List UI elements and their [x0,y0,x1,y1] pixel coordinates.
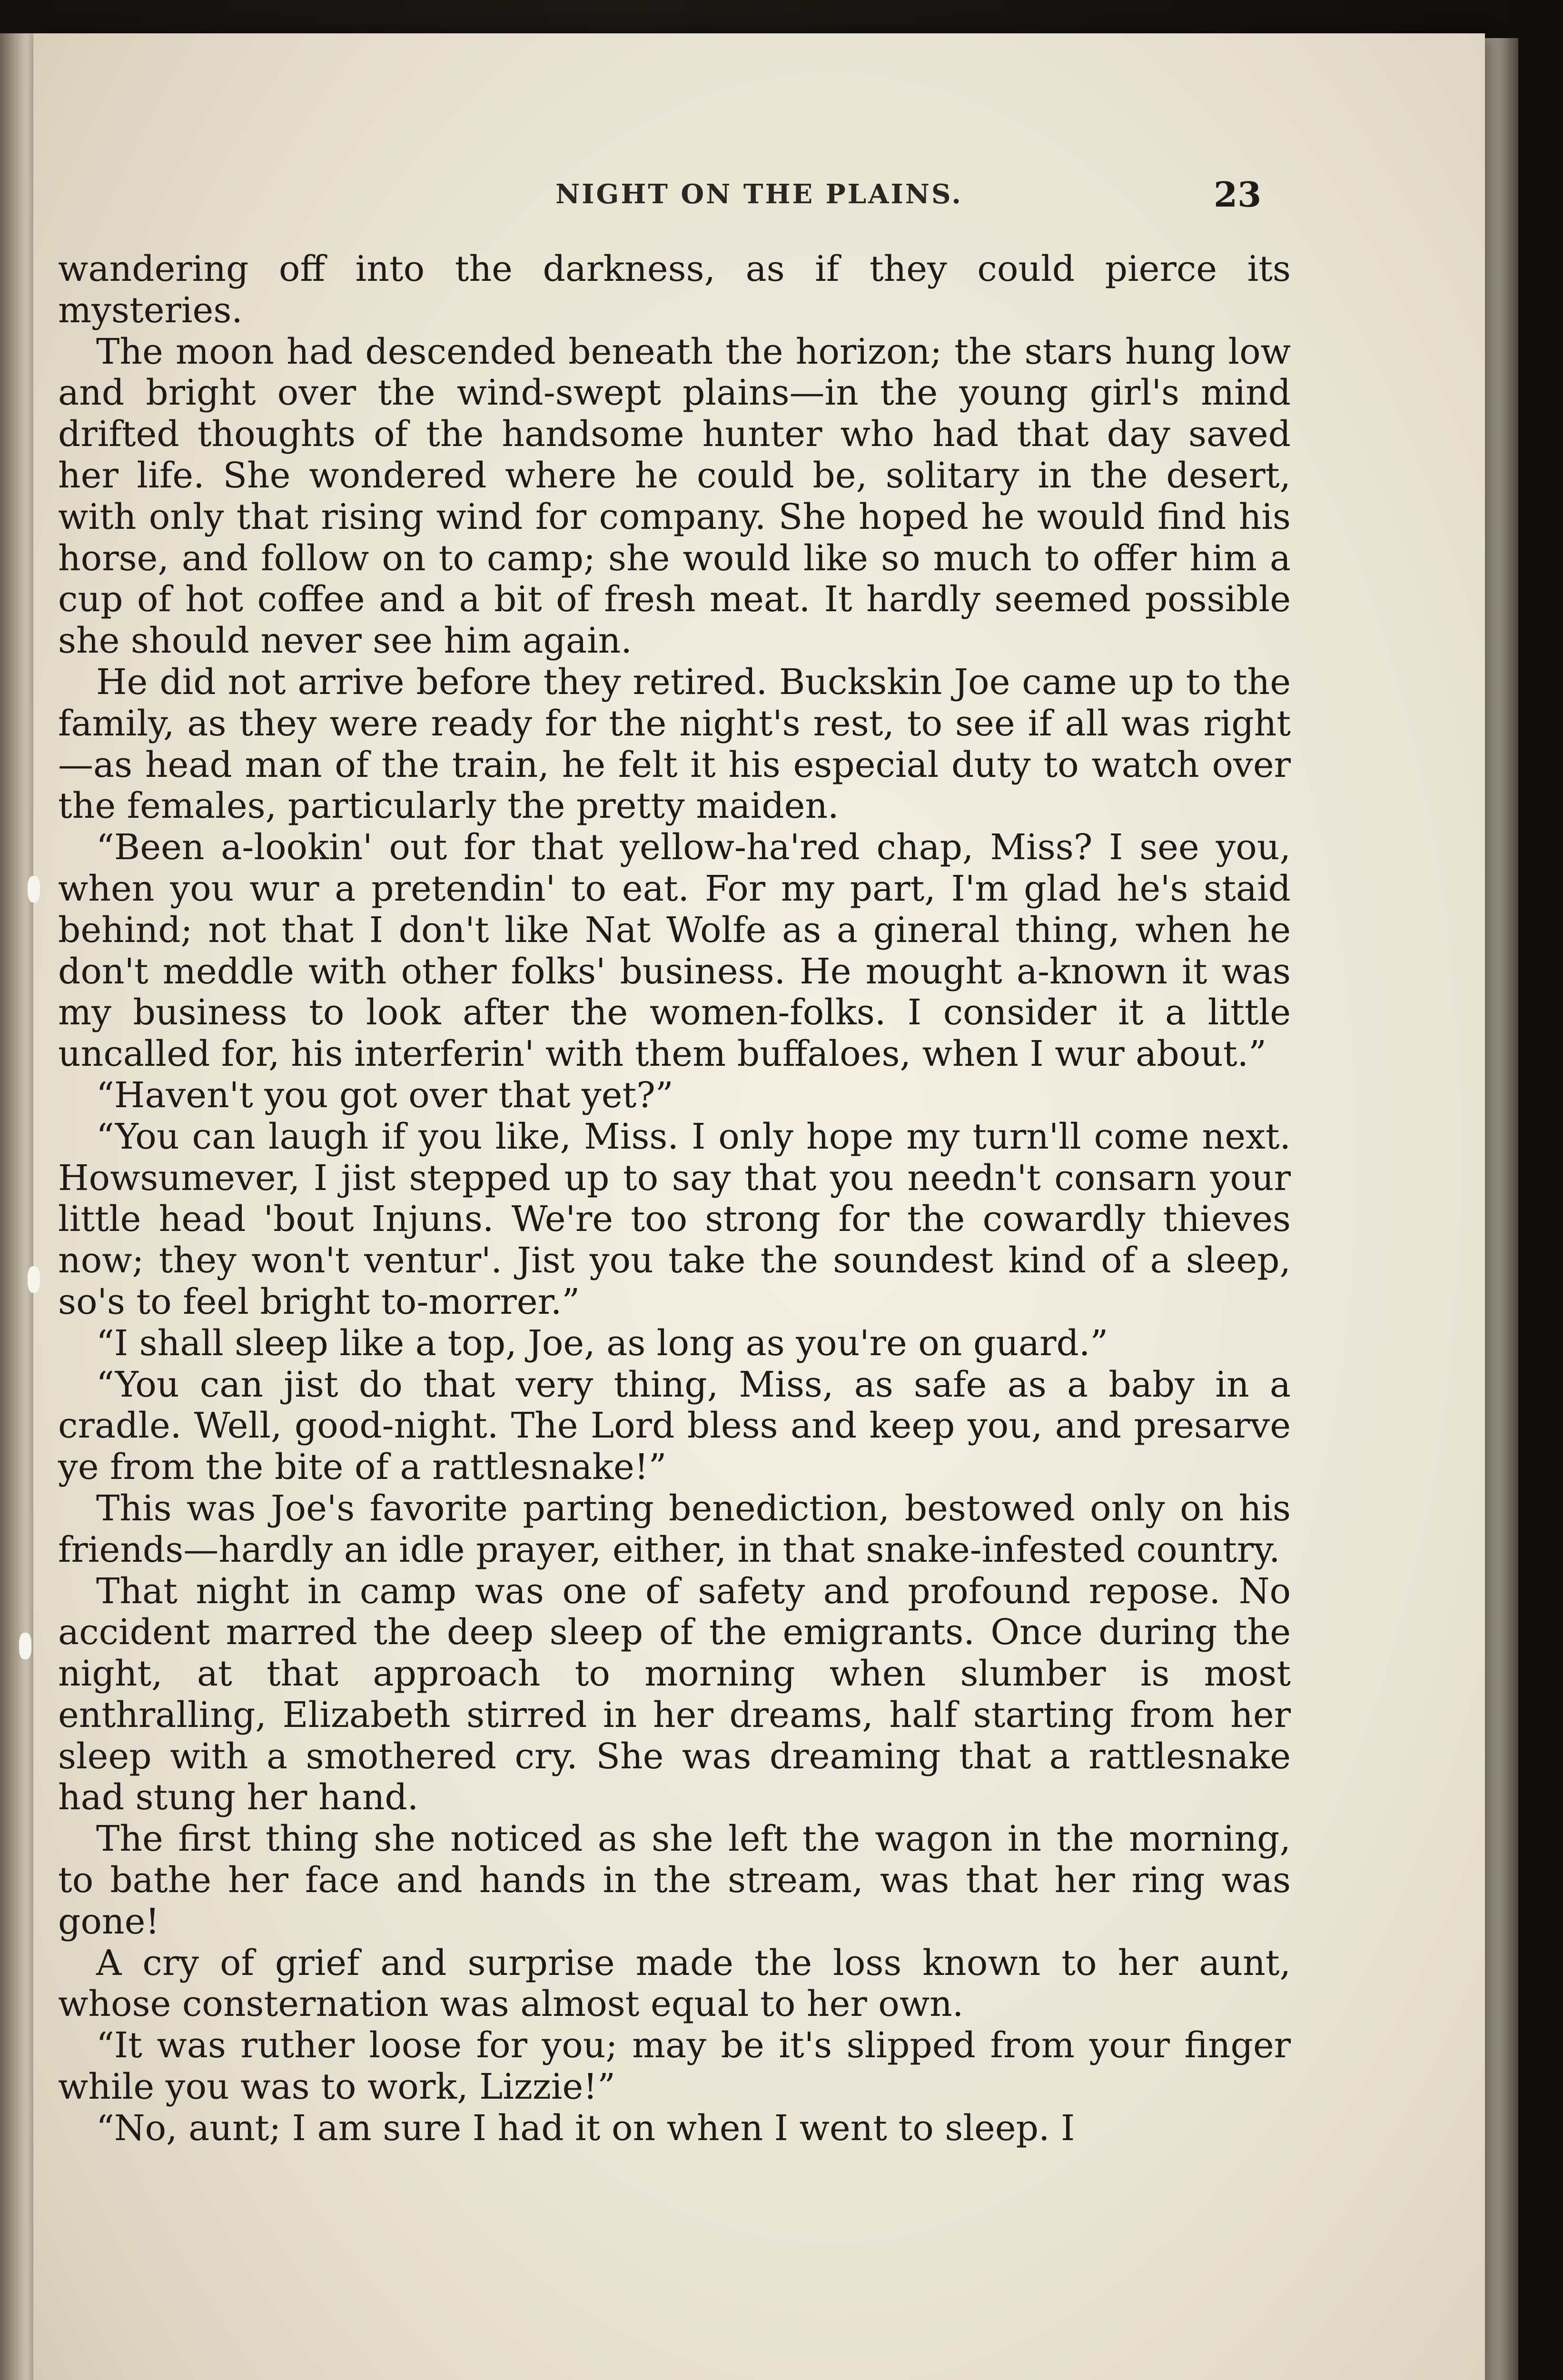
paragraph: “You can jist do that very thing, Miss, as safe as a baby in a cradle. Well, good-night. The Lord bless and keep you, and presarve ye from the bite of a rattlesnake!” [58,1364,1291,1488]
paragraph: The first thing she noticed as she left the wagon in the morning, to bathe her face and hands in the stream, was that her ring was gone! [58,1818,1291,1942]
paragraph: That night in camp was one of safety and profound repose. No accident marred the deep sleep of the emigrants. Once during the night, at that approach to morning when slumber is most enthralling, Elizabeth stirred in her dreams, half starting from her sleep with a smothered cry. She was dreaming that a rattlesnake had stung her hand. [58,1570,1291,1818]
paragraph: This was Joe's favorite parting benediction, bestowed only on his friends—hardly an idle prayer, either, in that snake-infested country. [58,1488,1291,1570]
book-page [33,33,1485,2380]
page-body [58,248,1291,2149]
previous-page-edge [0,33,38,2380]
page-number: 23 [1214,174,1262,215]
paragraph: “I shall sleep like a top, Joe, as long as you're on guard.” [96,1322,1108,1364]
running-title: NIGHT ON THE PLAINS. [555,178,963,210]
paragraph: “No, aunt; I am sure I had it on when I went to sleep. I [96,2107,1075,2149]
binding-hole [28,876,40,902]
binding-hole [28,1266,40,1293]
paragraph: He did not arrive before they retired. Buckskin Joe came up to the family, as they were ready for the night's rest, to see if all was right—as head man of the train, he felt it his especial duty to watch over the females, particularly the pretty maiden. [58,661,1291,827]
paragraph: wandering off into the darkness, as if they could pierce its mysteries. [58,248,1291,331]
paragraph: “Haven't you got over that yet?” [96,1074,673,1116]
page-stack-edge [1485,38,1518,2380]
paragraph: “You can laugh if you like, Miss. I only hope my turn'll come next. Howsumever, I jist stepped up to say that you needn't consarn your little head 'bout Injuns. We're too strong for the cowardly thieves now; they won't ventur'. Jist you take the soundest kind of a sleep, so's to feel bright to-morrer.” [58,1116,1291,1322]
paragraph: “Been a-lookin' out for that yellow-ha'red chap, Miss? I see you, when you wur a pretendin' to eat. For my part, I'm glad he's staid behind; not that I don't like Nat Wolfe as a gineral thing, when he don't meddle with other folks' business. He mought a-known it was my business to look after the women-folks. I consider it a little uncalled for, his interferin' with them buffaloes, when I wur about.” [58,827,1291,1075]
paragraph: A cry of grief and surprise made the loss known to her aunt, whose consternation was almost equal to her own. [58,1942,1291,2025]
binding-hole [19,1633,31,1659]
paragraph: The moon had descended beneath the horizon; the stars hung low and bright over the wind-swept plains—in the young girl's mind drifted thoughts of the handsome hunter who had that day saved her life. She wondered where he could be, solitary in the desert, with only that rising wind for company. She hoped he would find his horse, and follow on to camp; she would like so much to offer him a cup of hot coffee and a bit of fresh meat. It hardly seemed possible she should never see him again. [58,331,1291,662]
paragraph: “It was ruther loose for you; may be it's slipped from your finger while you was to work, Lizzie!” [58,2025,1291,2108]
